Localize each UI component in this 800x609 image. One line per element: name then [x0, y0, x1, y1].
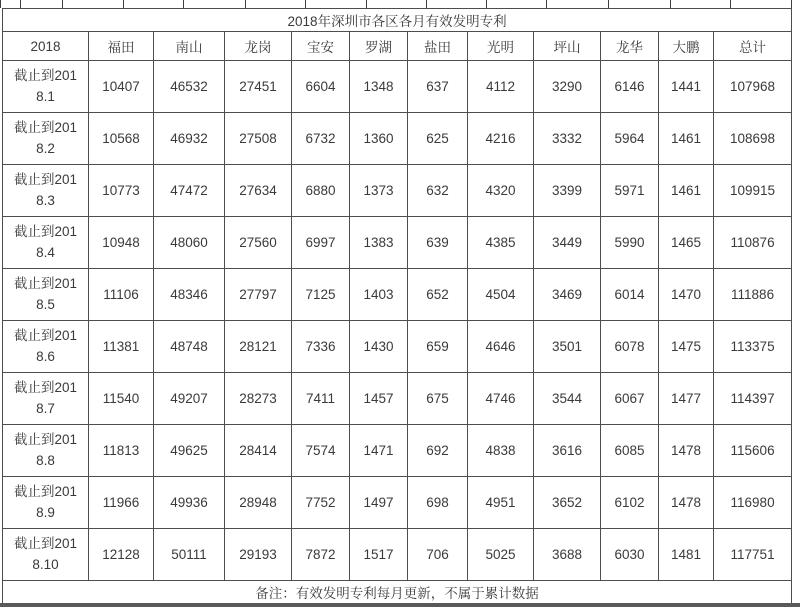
data-cell[interactable]: 108698	[714, 113, 792, 165]
spreadsheet-cell-fragment[interactable]	[487, 0, 547, 8]
spreadsheet-cell-fragment[interactable]	[367, 0, 427, 8]
data-cell[interactable]: 50111	[154, 529, 225, 581]
data-cell[interactable]: 49625	[154, 425, 225, 477]
data-cell[interactable]: 6997	[292, 217, 350, 269]
data-cell[interactable]: 659	[408, 321, 468, 373]
data-cell[interactable]: 5990	[601, 217, 659, 269]
data-cell[interactable]: 7125	[292, 269, 350, 321]
row-label[interactable]	[3, 373, 89, 425]
data-cell[interactable]: 11381	[89, 321, 154, 373]
column-header[interactable]: 龙岗	[225, 32, 292, 61]
spreadsheet-cell-fragment[interactable]	[306, 0, 367, 8]
row-label-line: 8.7	[36, 400, 55, 416]
spreadsheet-cell-fragment[interactable]	[731, 0, 792, 8]
data-cell[interactable]: 1461	[659, 165, 714, 217]
spreadsheet-row-fragment[interactable]	[0, 0, 800, 8]
data-cell[interactable]: 11106	[89, 269, 154, 321]
row-label-line: 8.1	[36, 88, 55, 104]
data-cell[interactable]: 1373	[350, 165, 408, 217]
data-cell[interactable]: 27634	[225, 165, 292, 217]
column-header[interactable]: 罗湖	[350, 32, 408, 61]
row-label-line: 截止到201	[13, 431, 78, 447]
data-cell[interactable]: 1457	[350, 373, 408, 425]
data-cell[interactable]: 6078	[601, 321, 659, 373]
column-header[interactable]: 坪山	[534, 32, 601, 61]
data-cell[interactable]: 28414	[225, 425, 292, 477]
data-cell[interactable]: 4838	[468, 425, 534, 477]
data-cell[interactable]: 11540	[89, 373, 154, 425]
row-label[interactable]	[3, 425, 89, 477]
data-cell[interactable]: 116980	[714, 477, 792, 529]
row-label-line: 截止到201	[13, 483, 78, 499]
data-cell[interactable]: 4385	[468, 217, 534, 269]
data-cell[interactable]: 10568	[89, 113, 154, 165]
data-cell[interactable]: 48060	[154, 217, 225, 269]
row-label-line: 截止到201	[13, 275, 78, 291]
data-cell[interactable]: 7574	[292, 425, 350, 477]
row-label[interactable]	[3, 165, 89, 217]
data-cell[interactable]: 692	[408, 425, 468, 477]
data-cell[interactable]: 10407	[89, 61, 154, 113]
spreadsheet-cell-fragment[interactable]	[21, 0, 63, 8]
table-row	[3, 165, 792, 217]
data-cell[interactable]: 27508	[225, 113, 292, 165]
data-cell[interactable]: 1465	[659, 217, 714, 269]
data-cell[interactable]: 706	[408, 529, 468, 581]
data-cell[interactable]: 28948	[225, 477, 292, 529]
data-cell[interactable]: 3469	[534, 269, 601, 321]
spreadsheet-cell-fragment[interactable]	[124, 0, 184, 8]
data-cell[interactable]: 7752	[292, 477, 350, 529]
column-header[interactable]: 大鹏	[659, 32, 714, 61]
data-cell[interactable]: 3332	[534, 113, 601, 165]
data-cell[interactable]: 4320	[468, 165, 534, 217]
data-cell[interactable]: 4746	[468, 373, 534, 425]
data-cell[interactable]: 5964	[601, 113, 659, 165]
data-cell[interactable]: 114397	[714, 373, 792, 425]
spreadsheet-cell-fragment[interactable]	[547, 0, 609, 8]
row-label-line: 8.5	[36, 296, 55, 312]
data-cell[interactable]: 6102	[601, 477, 659, 529]
column-header[interactable]: 龙华	[601, 32, 659, 61]
table-row	[3, 477, 792, 529]
data-cell[interactable]: 11813	[89, 425, 154, 477]
table-row	[3, 269, 792, 321]
row-label-line: 8.9	[36, 504, 55, 520]
data-cell[interactable]: 10948	[89, 217, 154, 269]
table-row	[3, 113, 792, 165]
row-label-line: 8.4	[36, 244, 55, 260]
data-cell[interactable]: 113375	[714, 321, 792, 373]
row-label-line: 8.6	[36, 348, 55, 364]
table-row	[3, 217, 792, 269]
row-label-line: 8.10	[32, 556, 59, 572]
table-row	[3, 529, 792, 581]
data-cell[interactable]: 28121	[225, 321, 292, 373]
column-header[interactable]: 南山	[154, 32, 225, 61]
data-cell[interactable]: 3399	[534, 165, 601, 217]
row-label[interactable]	[3, 477, 89, 529]
data-cell[interactable]: 639	[408, 217, 468, 269]
column-header[interactable]: 福田	[89, 32, 154, 61]
data-cell[interactable]: 29193	[225, 529, 292, 581]
data-cell[interactable]: 632	[408, 165, 468, 217]
data-cell[interactable]: 1481	[659, 529, 714, 581]
data-cell[interactable]: 6014	[601, 269, 659, 321]
spreadsheet-cell-fragment[interactable]	[184, 0, 246, 8]
data-cell[interactable]: 7872	[292, 529, 350, 581]
data-cell[interactable]: 48346	[154, 269, 225, 321]
window-bottom-edge	[0, 603, 800, 607]
data-cell[interactable]: 675	[408, 373, 468, 425]
data-cell[interactable]: 1475	[659, 321, 714, 373]
data-cell[interactable]: 4646	[468, 321, 534, 373]
data-cell[interactable]: 1477	[659, 373, 714, 425]
data-cell[interactable]: 1383	[350, 217, 408, 269]
data-cell[interactable]: 46932	[154, 113, 225, 165]
data-cell[interactable]: 47472	[154, 165, 225, 217]
row-label[interactable]	[3, 61, 89, 113]
data-cell[interactable]: 27451	[225, 61, 292, 113]
row-label-line: 截止到201	[13, 119, 78, 135]
data-cell[interactable]: 3652	[534, 477, 601, 529]
data-cell[interactable]: 3501	[534, 321, 601, 373]
data-cell[interactable]: 28273	[225, 373, 292, 425]
data-cell[interactable]: 117751	[714, 529, 792, 581]
row-label[interactable]	[3, 113, 89, 165]
data-cell[interactable]: 1461	[659, 113, 714, 165]
data-cell[interactable]: 1348	[350, 61, 408, 113]
data-cell[interactable]: 6732	[292, 113, 350, 165]
data-cell[interactable]: 637	[408, 61, 468, 113]
data-cell[interactable]: 3544	[534, 373, 601, 425]
data-cell[interactable]: 1403	[350, 269, 408, 321]
data-cell[interactable]: 6604	[292, 61, 350, 113]
data-cell[interactable]: 4951	[468, 477, 534, 529]
data-cell[interactable]: 3290	[534, 61, 601, 113]
data-cell[interactable]: 1441	[659, 61, 714, 113]
spreadsheet-cell-fragment[interactable]	[63, 0, 124, 8]
data-cell[interactable]: 3449	[534, 217, 601, 269]
table-footnote[interactable]: 备注：有效发明专利每月更新，不属于累计数据	[3, 581, 792, 604]
row-label[interactable]	[3, 321, 89, 373]
data-cell[interactable]: 6146	[601, 61, 659, 113]
data-cell[interactable]: 1478	[659, 425, 714, 477]
spreadsheet-cell-fragment	[792, 0, 800, 8]
header-row	[3, 32, 792, 61]
data-cell[interactable]: 27797	[225, 269, 292, 321]
spreadsheet-cell-fragment[interactable]	[0, 0, 21, 8]
data-cell[interactable]: 10773	[89, 165, 154, 217]
data-cell[interactable]: 109915	[714, 165, 792, 217]
table-row	[3, 425, 792, 477]
row-label[interactable]	[3, 269, 89, 321]
data-cell[interactable]: 3688	[534, 529, 601, 581]
spreadsheet-cell-fragment[interactable]	[246, 0, 306, 8]
row-label-line: 截止到201	[13, 67, 78, 83]
row-label-line: 截止到201	[13, 535, 78, 551]
data-cell[interactable]: 6085	[601, 425, 659, 477]
data-cell[interactable]: 12128	[89, 529, 154, 581]
data-cell[interactable]: 110876	[714, 217, 792, 269]
data-cell[interactable]: 1470	[659, 269, 714, 321]
data-cell[interactable]: 46532	[154, 61, 225, 113]
data-cell[interactable]: 6880	[292, 165, 350, 217]
data-cell[interactable]: 49207	[154, 373, 225, 425]
row-label-line: 8.3	[36, 192, 55, 208]
data-cell[interactable]: 11966	[89, 477, 154, 529]
data-cell[interactable]: 652	[408, 269, 468, 321]
data-cell[interactable]: 7411	[292, 373, 350, 425]
row-label[interactable]	[3, 529, 89, 581]
data-cell[interactable]: 1478	[659, 477, 714, 529]
data-cell[interactable]: 6067	[601, 373, 659, 425]
column-header[interactable]: 总计	[714, 32, 792, 61]
table-title[interactable]: 2018年深圳市各区各月有效发明专利	[3, 9, 792, 32]
data-cell[interactable]: 1517	[350, 529, 408, 581]
data-cell[interactable]: 1497	[350, 477, 408, 529]
table-row	[3, 61, 792, 113]
column-header[interactable]: 盐田	[408, 32, 468, 61]
row-label-line: 截止到201	[13, 379, 78, 395]
data-cell[interactable]: 4112	[468, 61, 534, 113]
data-cell[interactable]: 49936	[154, 477, 225, 529]
data-cell[interactable]: 1430	[350, 321, 408, 373]
data-cell[interactable]: 6030	[601, 529, 659, 581]
data-cell[interactable]: 1360	[350, 113, 408, 165]
row-label-line: 截止到201	[13, 327, 78, 343]
row-label-line: 截止到201	[13, 223, 78, 239]
data-cell[interactable]: 27560	[225, 217, 292, 269]
data-cell[interactable]: 111886	[714, 269, 792, 321]
data-cell[interactable]: 698	[408, 477, 468, 529]
spreadsheet-cell-fragment[interactable]	[427, 0, 487, 8]
data-cell[interactable]: 1471	[350, 425, 408, 477]
data-cell[interactable]: 4216	[468, 113, 534, 165]
row-label-line: 截止到201	[13, 171, 78, 187]
spreadsheet-cell-fragment[interactable]	[609, 0, 671, 8]
table-row	[3, 373, 792, 425]
table-row	[3, 321, 792, 373]
data-cell[interactable]: 115606	[714, 425, 792, 477]
data-cell[interactable]: 7336	[292, 321, 350, 373]
data-cell[interactable]: 48748	[154, 321, 225, 373]
column-header[interactable]: 2018	[3, 32, 89, 61]
data-cell[interactable]: 4504	[468, 269, 534, 321]
data-cell[interactable]: 107968	[714, 61, 792, 113]
data-cell[interactable]: 3616	[534, 425, 601, 477]
patent-table	[2, 8, 792, 604]
column-header[interactable]: 宝安	[292, 32, 350, 61]
data-cell[interactable]: 5971	[601, 165, 659, 217]
row-label-line: 8.2	[36, 140, 55, 156]
data-cell[interactable]: 5025	[468, 529, 534, 581]
row-label[interactable]	[3, 217, 89, 269]
row-label-line: 8.8	[36, 452, 55, 468]
spreadsheet-cell-fragment[interactable]	[671, 0, 731, 8]
column-header[interactable]: 光明	[468, 32, 534, 61]
data-cell[interactable]: 625	[408, 113, 468, 165]
